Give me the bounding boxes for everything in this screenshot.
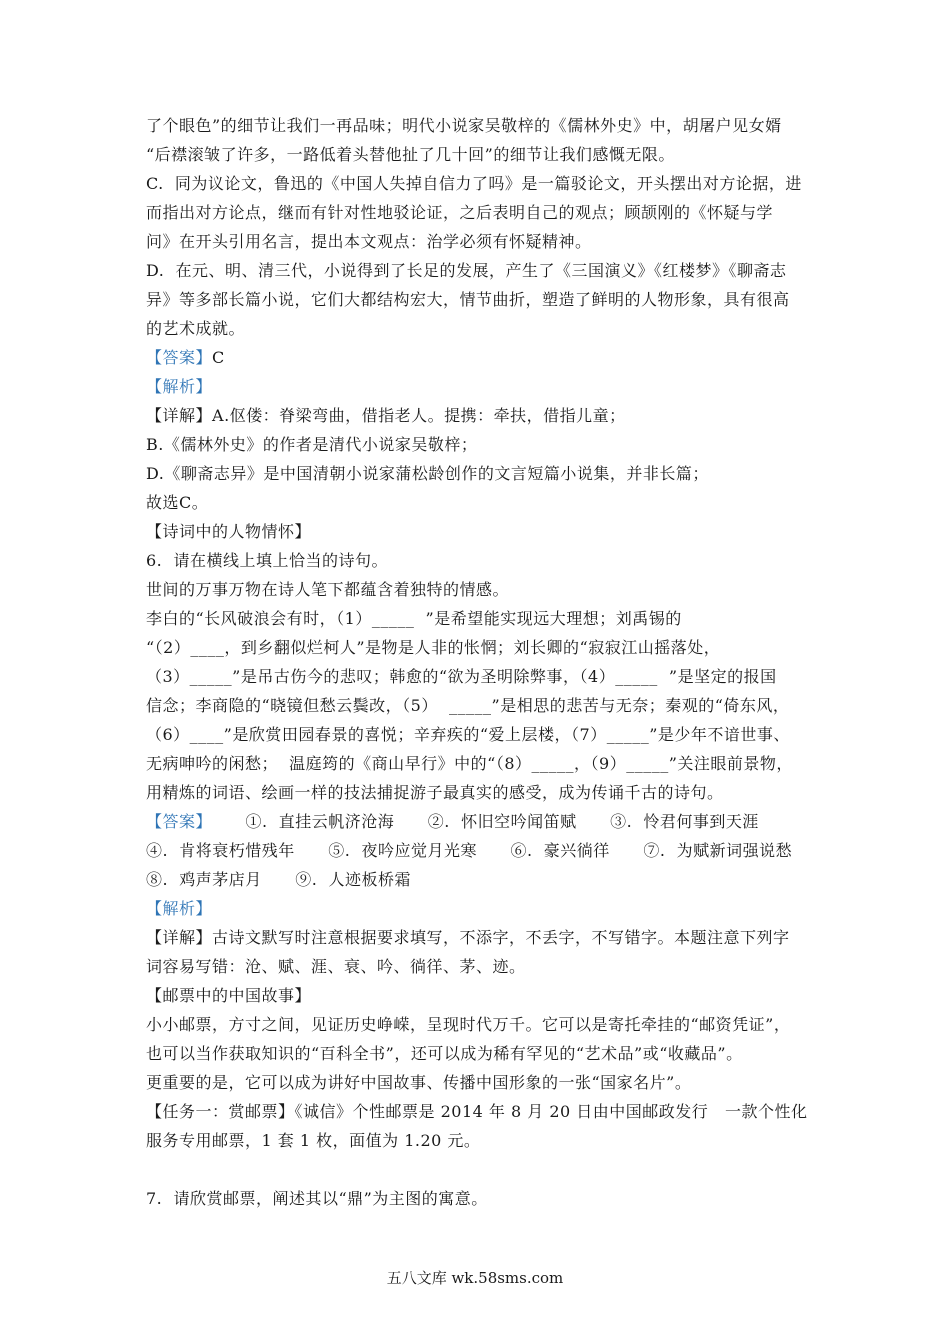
detail-text: 古诗文默写时注意根据要求填写，不添字，不丢字，不写错字。本题注意下列字: [212, 928, 790, 947]
text-line: “（2）____，到乡翻似烂柯人”是物是人非的怅惘；刘长卿的“寂寂江山摇落处，: [146, 638, 721, 657]
question-7: 7. 请欣赏邮票，阐述其以“鼎”为主图的寓意。: [146, 1189, 488, 1208]
page-footer: 五八文库 wk.58sms.com: [386, 1269, 564, 1287]
section-heading: 【邮票中的中国故事】: [146, 986, 312, 1005]
answer-line: [146, 812, 759, 832]
text-line: “后襟滚皱了许多，一路低着头替他扯了几十回”的细节让我们感慨无限。: [146, 145, 675, 164]
text-line: D.《聊斋志异》是中国清朝小说家蒲松龄创作的文言短篇小说集，并非长篇；: [146, 464, 709, 483]
text-line: 问》在开头引用名言，提出本文观点：治学必须有怀疑精神。: [146, 232, 592, 251]
detail-line: [146, 928, 790, 948]
text-line: 用精炼的词语、绘画一样的技法捕捉游子最真实的感受，成为传诵千古的诗句。: [146, 783, 724, 802]
text-line: 服务专用邮票，1 套 1 枚，面值为 1.20 元。: [146, 1131, 481, 1150]
text-line: 也可以当作获取知识的“百科全书”，还可以成为稀有罕见的“艺术品”或“收藏品”。: [146, 1044, 743, 1063]
text-line: 无病呻吟的闲愁； 温庭筠的《商山早行》中的“（8）_____，（9）_____”关注眼前景物，: [146, 754, 793, 773]
option-d: D. 在元、明、清三代，小说得到了长足的发展，产生了《三国演义》《红楼梦》《聊斋志: [146, 261, 787, 280]
text-line: 故选C。: [146, 493, 209, 512]
answer-label: 【答案】: [146, 812, 213, 831]
answer-line: ④. 肯将衰朽惜残年 ⑤. 夜吟应觉月光寒 ⑥. 豪兴徜徉 ⑦. 为赋新词强说愁: [146, 841, 793, 860]
text-line: 而指出对方论点，继而有针对性地驳论证，之后表明自己的观点；顾颉刚的《怀疑与学: [146, 203, 774, 222]
detail-label: 【详解】: [146, 406, 213, 425]
answer-value: C: [212, 348, 225, 367]
answer-label: 【答案】: [146, 348, 213, 367]
text-line: 李白的“长风破浪会有时，（1）_____ ”是希望能实现远大理想；刘禹锡的: [146, 609, 682, 628]
text-line: 的艺术成就。: [146, 319, 246, 338]
text-line: （6）____”是欣赏田园春景的喜悦；辛弃疾的“爱上层楼，（7）_____”是少年不谙世事、: [146, 725, 790, 744]
analysis-label: 【解析】: [146, 377, 213, 396]
text-line: 异》等多部长篇小说，它们大都结构宏大，情节曲折，塑造了鲜明的人物形象，具有很高: [146, 290, 790, 309]
text-line: （3）_____”是吊古伤今的悲叹；韩愈的“欲为圣明除弊事，（4）_____ ”是坚定的报国: [146, 667, 777, 686]
text-line: 世间的万事万物在诗人笔下都蕴含着独特的情感。: [146, 580, 510, 599]
option-c: C. 同为议论文，鲁迅的《中国人失掉自信力了吗》是一篇驳论文，开头摆出对方论据，进: [146, 174, 802, 193]
answer-value: ①. 直挂云帆济沧海 ②. 怀旧空吟闻笛赋 ③. 怜君何事到天涯: [212, 812, 759, 831]
question-6: 6. 请在横线上填上恰当的诗句。: [146, 551, 388, 570]
task-heading: 【任务一：赏邮票】《诚信》个性邮票是 2014 年 8 月 20 日由中国邮政发行 一款个性化: [146, 1102, 808, 1121]
text-line: B.《儒林外史》的作者是清代小说家吴敬梓；: [146, 435, 478, 454]
text-line: 更重要的是，它可以成为讲好中国故事、传播中国形象的一张“国家名片”。: [146, 1073, 692, 1092]
answer-line: [146, 348, 225, 368]
text-line: 词容易写错：沧、赋、涯、衰、吟、徜徉、茅、迹。: [146, 957, 526, 976]
section-heading: 【诗词中的人物情怀】: [146, 522, 312, 541]
detail-text: A.伛偻：脊梁弯曲，借指老人。提携：牵扶，借指儿童；: [212, 406, 626, 425]
detail-label: 【详解】: [146, 928, 213, 947]
analysis-label: 【解析】: [146, 899, 213, 918]
text-line: 了个眼色”的细节让我们一再品味；明代小说家吴敬梓的《儒林外史》中，胡屠户见女婿: [146, 116, 782, 135]
detail-line: [146, 406, 626, 426]
answer-line: ⑧. 鸡声茅店月 ⑨. 人迹板桥霜: [146, 870, 412, 889]
text-line: 信念；李商隐的“晓镜但愁云鬓改，（5） _____”是相思的悲苦与无奈；秦观的“倚东风，: [146, 696, 790, 715]
text-line: 小小邮票，方寸之间，见证历史峥嵘，呈现时代万千。它可以是寄托牵挂的“邮资凭证”，: [146, 1015, 791, 1034]
